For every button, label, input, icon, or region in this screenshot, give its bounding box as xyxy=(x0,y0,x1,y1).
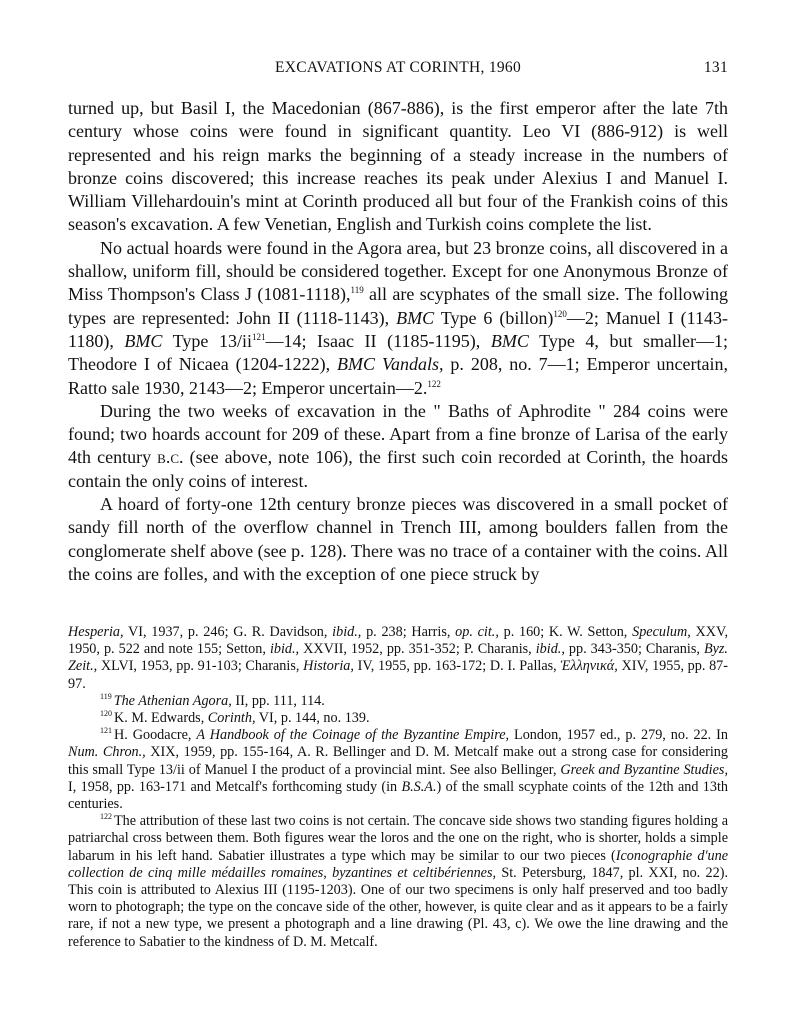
footnote-ref-120[interactable]: 120 xyxy=(553,308,567,319)
footnote-ref-122[interactable]: 122 xyxy=(427,378,441,389)
paragraph-4: A hoard of forty-one 12th century bronze pieces was discovered in a small pocket of sandy fill north of the overflow channel in Trench III, among boulders fallen from the conglomerate shelf above (see p. 128). There was no trace of a container with the coins. All the coins are folles, and with the exception of one piece struck by xyxy=(68,494,728,584)
footnotes xyxy=(68,624,728,951)
footnote-number: 120 xyxy=(100,709,112,719)
footnote-ref-119[interactable]: 119 xyxy=(350,285,364,296)
footnote-number: 121 xyxy=(100,726,112,736)
running-title: EXCAVATIONS AT CORINTH, 1960 xyxy=(274,59,522,76)
footnote-number: 119 xyxy=(100,691,112,701)
main-text xyxy=(68,97,728,586)
footnote-119: $^{119}$ The Athenian Agora, II, pp. 111, 114. xyxy=(100,691,325,709)
running-header xyxy=(68,59,728,81)
footnote-number: 122 xyxy=(100,812,112,822)
paragraph-3: During the two weeks of excavation in the " Baths of Aphrodite " 284 coins were found; two hoards account for 209 of these. Apart from a fine bronze of Larisa of the early 4th century b.c. (see above, note 106), the first such coin recorded at Corinth, the hoards contain the only coins of interest. xyxy=(68,400,728,491)
footnote-continuation: Hesperia, VI, 1937, p. 246; G. R. Davidson, ibid., p. 238; Harris, op. cit., p. 160; K. W. Setton, Speculum, XXV, 1950, p. 522 and note 155; Setton, ibid., XXVII, 1952, pp. 351-352; P. Charanis, ibid., pp. 343-350; Charanis, Byz. Zeit., XLVI, 1953, pp. 91-103; Charanis, Historia, IV, 1955, pp. 163-172; D. I. Pallas, Ἑλληνικά, XIV, 1955, pp. 87-97. xyxy=(68,624,728,692)
page-number: 131 xyxy=(703,59,728,76)
paragraph-1: turned up, but Basil I, the Macedonian (867-886), is the first emperor after the late 7th century whose coins were found in significant quantity. Leo VI (886-912) is well represented and his reign marks the beginning of a steady increase in the numbers of bronze coins discovered; this increase reaches its peak under Alexius I and Manuel I. William Villehardouin's mint at Corinth produced all but four of the Frankish coins of this season's excavation. A few Venetian, English and Turkish coins complete the list. xyxy=(68,98,728,235)
paragraph-2: No actual hoards were found in the Agora area, but 23 bronze coins, all discovered in a shallow, uniform fill, should be considered together. Except for one Anonymous Bronze of Miss Thompson's Class J (1081-1118),$^{119}$ all are scyphates of the small size. The following types are represented: John II (1118-1143), BMC Type 6 (billon)$^{120}$—2; Manuel I (1143-1180), BMC Type $13/ii^{121}—14$; Isaac II (1185-1195), BMC Type 4, but smaller—1; Theodore I of Nicaea (1204-1222), BMC Vandals, p. 208, no. 7—1; Emperor uncertain, Ratto sale 1930, 2143—2; Emperor uncertain—2.$^{122}$ xyxy=(68,237,729,398)
footnote-120: $^{120}$ K. M. Edwards, Corinth, VI, p. 144, no. 139. xyxy=(100,709,370,727)
footnote-ref-121[interactable]: 121 xyxy=(251,331,266,342)
footnote-121: $^{121}$ H. Goodacre, A Handbook of the Coinage of the Byzantine Empire, London, 1957 ed., p. 279, no. 22. In Num. Chron., XIX, 1959, pp. 155-164, A. R. Bellinger and D. M. Metcalf make out a strong case for considering this small Type 13/ii of Manuel I the product of a provincial mint. See also Bellinger, Greek and Byzantine Studies, I, 1958, pp. 163-171 and Metcalf's forthcoming study (in B.S.A.) of the small scyphate coints of the 12th and 13th centuries. xyxy=(68,726,728,813)
footnote-122: $^{122}$ The attribution of these last two coins is not certain. The concave side shows two standing figures holding a patriarchal cross between them. Both figures wear the loros and the one on the right, who is shorter, holds a simple labarum in his left hand. Sabatier illustrates a type which may be similar to our two pieces (Iconographie d'une collection de cinq mille médailles romaines, byzantines et celtibériennes, St. Petersburg, 1847, pl. XXI, no. 22). This coin is attributed to Alexius III (1195-1203). One of our two specimens is only half preserved and too badly worn to photograph; the type on the concave side of the other, however, is quite clear and as it appears to be a fairly rare, if not a new type, we present a photograph and a line drawing (Pl. 43, c). We owe the line drawing and the reference to Sabatier to the kindness of D. M. Metcalf. xyxy=(68,812,728,950)
